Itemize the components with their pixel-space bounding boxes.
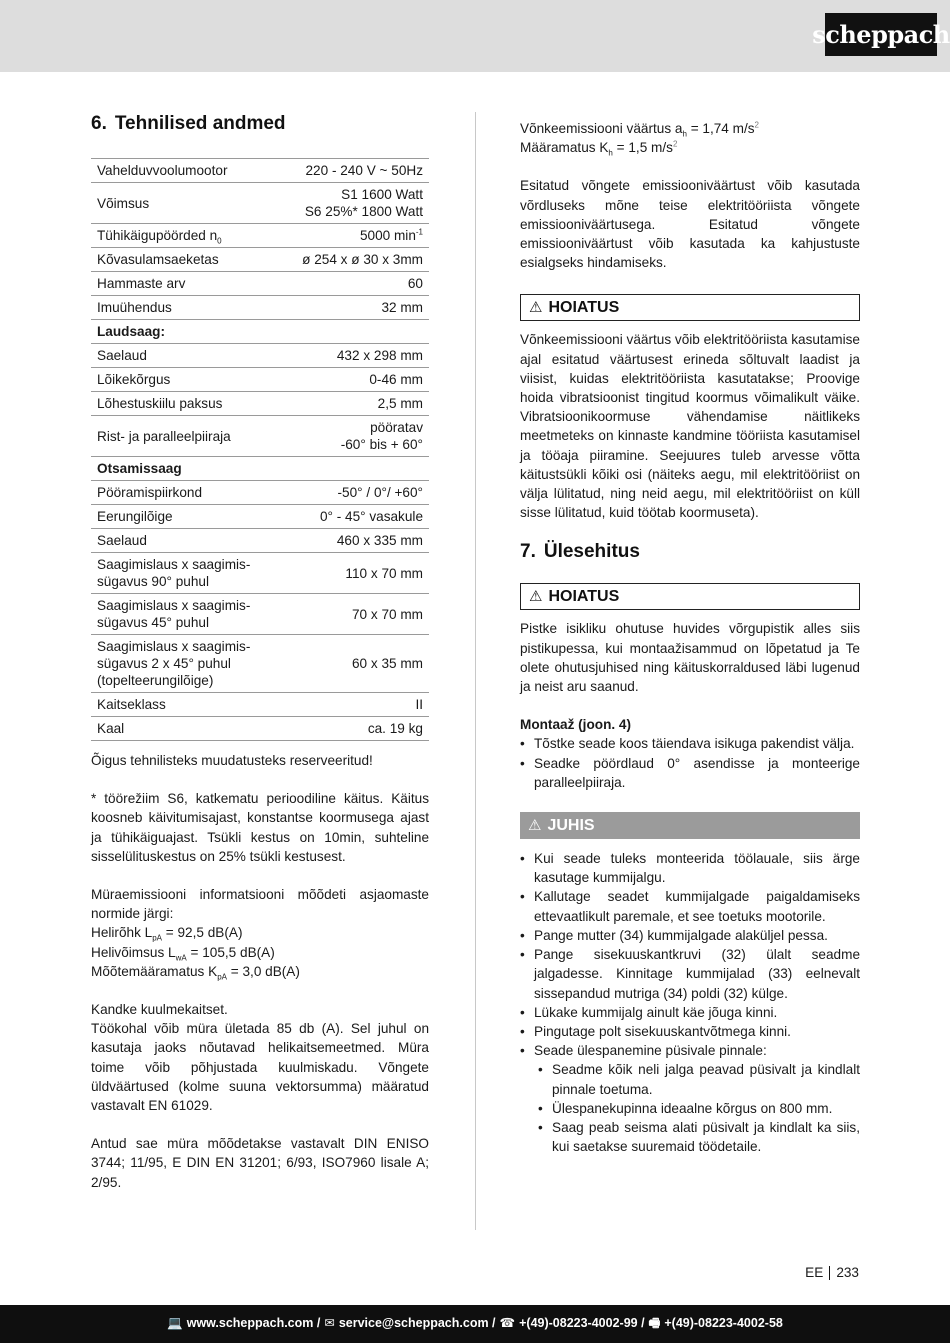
noise-sub: pA [217, 972, 227, 982]
footnote: * töörežiim S6, katkematu perioodiline käitus. Käitus koosneb käivitumisajast, konstantse koormusega ajast ja tühikäiguajast. Tsükli kestus on 10min, suhteline sisselülituskestus on 25% tsükli kestusest. [91, 791, 429, 864]
noise-intro: Müraemissiooni informatsiooni mõõdeti asjaomaste normide järgi: [91, 887, 429, 922]
spec-label: Lõhestuskiilu paksus [91, 392, 278, 416]
section-title: Ülesehitus [543, 541, 640, 563]
spec-value [278, 183, 429, 224]
list-item: • Lükake kummijalg ainult käe jõuga kinni. [520, 1003, 860, 1022]
assembly-heading: Montaaž (joon. 4) [520, 717, 632, 733]
table-row [91, 272, 429, 296]
vibration-line [520, 119, 860, 138]
page-number [805, 1263, 859, 1282]
vibration-text: Määramatus K [520, 140, 609, 156]
vibration-sub: h [608, 148, 613, 158]
spec-label [91, 594, 278, 635]
noise-text: Helivõimsus L [91, 944, 176, 960]
spec-label: Vahelduvvoolumootor [91, 159, 278, 183]
sub-list-item: • Saag peab seisma alati püsivalt ja kindlalt ka siis, kui saetakse suuremaid töödetaile. [538, 1118, 860, 1156]
list-item [520, 1041, 860, 1156]
spec-label [91, 224, 278, 248]
right-column [520, 119, 860, 1156]
table-row [91, 693, 429, 717]
table-row [91, 635, 429, 693]
brand-logo [812, 13, 950, 56]
vibration-sup: 2 [672, 139, 678, 149]
spec-label-line: sügavus 45° puhul [97, 615, 210, 630]
table-row [91, 224, 429, 248]
spec-value [278, 416, 429, 457]
noise-text: = 92,5 dB(A) [162, 925, 243, 941]
vibration-sub: h [682, 129, 687, 139]
list-item: • Pange mutter (34) kummijalgade alaküljel pessa. [520, 926, 860, 945]
table-row [91, 248, 429, 272]
computer-icon: 💻 [167, 1316, 183, 1331]
hearing-text: Töökohal võib müra ületada 85 db (A). Sel juhul on kasutaja jaoks nõutavad helikaitsemeetmed. Müra toime võib põhjustada kuulmiskadu. Võngete üldväärtused (kolme suuna vektorsumma) määratud vastavalt EN 61029. [91, 1021, 429, 1114]
warning-text: Võnkeemissiooni väärtus võib elektritööriista kasutamise ajal esitatud väärtusest erineda sõltuvalt laadist ja viisist, kuidas elektritööriista kasutatakse; Proovige hoida vibratsioonist tingitud koormus võimalikult väike. Vibratsioonikoormuse vähendamise näitlikeks meetmeteks on kinnaste kandmine tööriista kasutamisel ja tööaja piiramine. Seejuures tuleb arvesse võtta käitustsükli kõiki osi (näiteks aegu, mil elektritööriist on välja lülitatud, ning neid aegu, mil elektritööriist on küll sisse lülitatud, kuid töötab koormuseta). [520, 332, 860, 521]
warning-icon: ⚠ [529, 588, 543, 606]
spec-label: Lõikekõrgus [91, 368, 278, 392]
list-item: • Pange sisekuuskantkruvi (32) ülalt seadme jalgadesse. Kinnitage kummijalad (33) eelnevalt sissepandud mutriga (34) poldi (32) külge. [520, 945, 860, 1003]
table-subheader-row [91, 320, 429, 344]
section-7-heading [520, 540, 860, 564]
warning-icon: ⚠ [529, 299, 543, 317]
vibration-sup: 2 [754, 120, 759, 130]
standards-text: Antud sae müra mõõdetakse vastavalt DIN ENISO 3744; 11/95, E DIN EN 31201; 6/93, ISO7960 lisale A; 2/95. [91, 1136, 429, 1190]
mail-icon: ✉ [324, 1316, 335, 1331]
spec-value: ø 254 x ø 30 x 3mm [278, 248, 429, 272]
spec-label-line: (topelteerungilõige) [97, 673, 214, 688]
reserve-note: Õigus tehnilisteks muudatusteks reserveeritud! [91, 753, 373, 768]
section-title: Tehnilised andmed [114, 113, 286, 134]
column-divider [475, 112, 476, 1230]
spec-label: Pööramispiirkond [91, 481, 278, 505]
vibration-paragraph: Esitatud võngete emissiooniväärtust võib kasutada võrdluseks mõne teise elektritööriista võngete emissiooniväärtusega. Esitatud võngete emissiooniväärtust võib kasutada ka kahjustuste esialgseks hindamiseks. [520, 178, 860, 271]
list-item: • Seadke pöördlaud 0° asendisse ja monteerige paralleelpiiraja. [520, 754, 860, 792]
table-subheader-row [91, 457, 429, 481]
spec-label [91, 553, 278, 594]
spec-label: Saelaud [91, 529, 278, 553]
noise-line [91, 962, 429, 981]
table-row [91, 344, 429, 368]
spec-subheader: Laudsaag: [91, 320, 429, 344]
fax-icon: 🖷 [648, 1316, 661, 1331]
warning-box [520, 583, 860, 610]
note-box [520, 812, 860, 839]
spec-value-line: -60° bis + 60° [340, 437, 423, 452]
header-bar [0, 0, 950, 72]
sub-list [538, 1060, 860, 1156]
noise-text: = 3,0 dB(A) [226, 963, 300, 979]
warning-label: HOIATUS [548, 299, 620, 317]
spec-label-line: Saagimislaus x saagimis- [97, 598, 251, 613]
spec-value: 2,5 mm [278, 392, 429, 416]
table-row [91, 717, 429, 741]
left-column [91, 112, 429, 1192]
footer-phone: +(49)-08223-4002-99 / [519, 1316, 645, 1331]
noise-sub: wA [175, 953, 187, 963]
footer-fax: +(49)-08223-4002-58 [664, 1316, 783, 1331]
spec-value: 32 mm [278, 296, 429, 320]
spec-label-line: Saagimislaus x saagimis- [97, 557, 251, 572]
spec-value-sup: -1 [415, 227, 423, 237]
spec-label-line: Saagimislaus x saagimis- [97, 639, 251, 654]
spec-value: 460 x 335 mm [278, 529, 429, 553]
table-row [91, 481, 429, 505]
spec-value: 0° - 45° vasakule [278, 505, 429, 529]
hearing-protection: Kandke kuulmekaitset. [91, 1002, 228, 1018]
footer-website[interactable]: www.scheppach.com / [186, 1316, 321, 1331]
spec-value: 60 x 35 mm [278, 635, 429, 693]
page-lang: EE [805, 1265, 824, 1280]
noise-sub: pA [152, 934, 162, 944]
sub-list-item: • Ülespanekupinna ideaalne kõrgus on 800 mm. [538, 1099, 860, 1118]
spec-value: 110 x 70 mm [278, 553, 429, 594]
spec-value [278, 224, 429, 248]
phone-icon: ☎ [499, 1316, 516, 1331]
spec-label: Kaal [91, 717, 278, 741]
spec-label-text: Tühikäigupöörded n [97, 228, 218, 243]
table-row [91, 296, 429, 320]
warning-text: Pistke isikliku ohutuse huvides võrgupistik alles siis pistikupessa, kui montaažisammud on lõpetatud ja Te olete ohutusjuhised ning käituskorraldused läbi lugenud ja neist aru saanud. [520, 621, 860, 695]
spec-value-line: pööratav [370, 420, 423, 435]
spec-label [91, 635, 278, 693]
spec-label: Hammaste arv [91, 272, 278, 296]
table-row [91, 368, 429, 392]
vibration-text: = 1,5 m/s [612, 140, 673, 156]
warning-icon: ⚠ [528, 816, 542, 834]
list-item: • Kallutage seadet kummijalgade paigaldamiseks ettevaatlikult paremale, et see toetuks mootorile. [520, 887, 860, 925]
spec-label: Eerungilõige [91, 505, 278, 529]
section-number: 6. [91, 113, 107, 134]
table-row [91, 159, 429, 183]
noise-text: = 105,5 dB(A) [186, 944, 275, 960]
footer-bar [0, 1305, 950, 1343]
spec-subheader: Otsamissaag [91, 457, 429, 481]
vibration-line [520, 138, 860, 157]
sub-list-item: • Seadme kõik neli jalga peavad püsivalt ja kindlalt pinnale toetuma. [538, 1060, 860, 1098]
spec-table [91, 158, 429, 741]
noise-line [91, 923, 429, 942]
table-row [91, 553, 429, 594]
spec-value: 70 x 70 mm [278, 594, 429, 635]
vibration-text: = 1,74 m/s [686, 121, 755, 136]
noise-text: Helirõhk L [91, 925, 153, 941]
spec-value: II [278, 693, 429, 717]
warning-box [520, 294, 860, 321]
spec-label-line: sügavus 90° puhul [97, 574, 210, 589]
list-item: • Kui seade tuleks monteerida töölauale, siis ärge kasutage kummijalgu. [520, 849, 860, 887]
list-item: • Pingutage polt sisekuuskantvõtmega kinni. [520, 1022, 860, 1041]
assembly-list [520, 734, 860, 792]
spec-value: 220 - 240 V ~ 50Hz [278, 159, 429, 183]
spec-label-sub: 0 [217, 236, 222, 246]
note-label: JUHIS [547, 816, 595, 834]
noise-text: Mõõtemääramatus K [91, 963, 218, 979]
spec-label: Imuühendus [91, 296, 278, 320]
list-item: • Tõstke seade koos täiendava isikuga pakendist välja. [520, 734, 860, 753]
table-row [91, 529, 429, 553]
note-list [520, 849, 860, 1156]
section-6-heading [91, 112, 429, 136]
spec-value: ca. 19 kg [278, 717, 429, 741]
spec-label: Rist- ja paralleelpiiraja [91, 416, 278, 457]
spec-value-line: S6 25%* 1800 Watt [304, 204, 423, 219]
table-row [91, 183, 429, 224]
spec-label-line: sügavus 2 x 45° puhul [97, 656, 231, 671]
footer-email[interactable]: service@scheppach.com / [338, 1316, 496, 1331]
page-number-value: 233 [836, 1265, 859, 1280]
table-row [91, 392, 429, 416]
spec-value: 0-46 mm [278, 368, 429, 392]
spec-label: Kaitseklass [91, 693, 278, 717]
brand-logo-text: scheppach [812, 19, 950, 49]
spec-value: -50° / 0°/ +60° [278, 481, 429, 505]
spec-value: 60 [278, 272, 429, 296]
vibration-text: Võnkeemissiooni väärtus a [520, 121, 683, 136]
section-number: 7. [520, 541, 536, 563]
table-row [91, 594, 429, 635]
spec-value-line: S1 1600 Watt [341, 187, 423, 202]
noise-line [91, 943, 429, 962]
table-row [91, 416, 429, 457]
spec-label: Kõvasulamsaeketas [91, 248, 278, 272]
list-item-text: Seade ülespanemine püsivale pinnale: [534, 1043, 767, 1059]
spec-value-text: 5000 min [359, 228, 416, 243]
spec-label: Võimsus [91, 183, 278, 224]
spec-label: Saelaud [91, 344, 278, 368]
table-row [91, 505, 429, 529]
warning-label: HOIATUS [548, 588, 620, 606]
spec-value: 432 x 298 mm [278, 344, 429, 368]
